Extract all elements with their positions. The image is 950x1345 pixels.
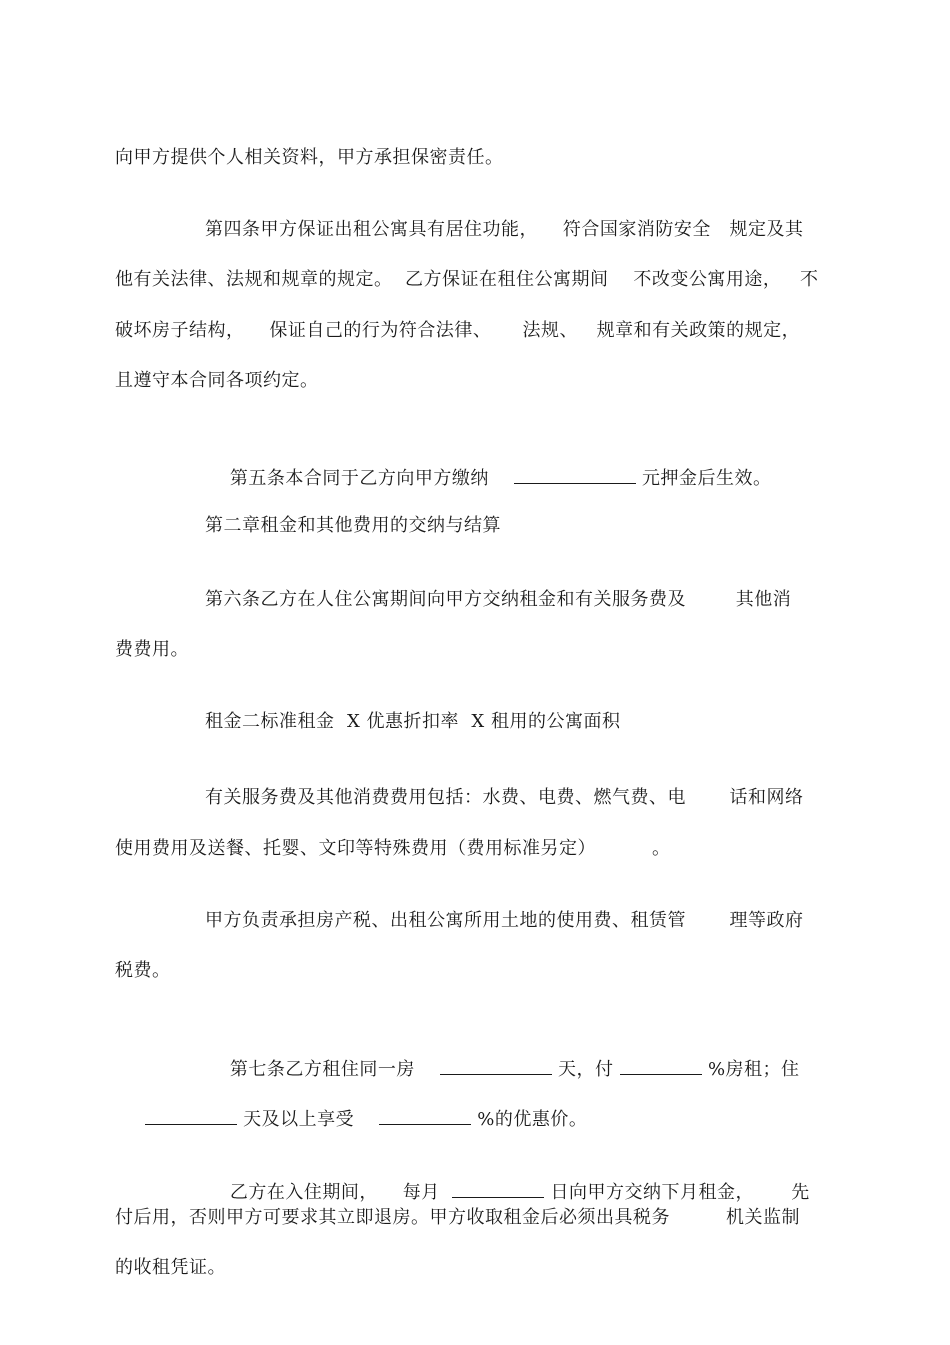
percent-blank (620, 1056, 702, 1075)
days-blank (440, 1056, 552, 1075)
day-blank (452, 1179, 544, 1198)
chapter-2-heading: 第二章租金和其他费用的交纳与结算 (205, 515, 501, 536)
article-6-line: 第六条乙方在人住公寓期间向甲方交纳租金和有关服务费及 其他消 (205, 589, 792, 610)
discount-line (120, 1082, 587, 1156)
percent-blank (379, 1106, 471, 1125)
text-line: 的收租凭证。 (115, 1257, 226, 1278)
text-segment: 元押金后生效。 (635, 468, 772, 489)
text-line: 且遵守本合同各项约定。 (115, 370, 319, 391)
text-line: 向甲方提供个人相关资料，甲方承担保密责任。 (115, 147, 504, 168)
deposit-blank (514, 465, 636, 484)
article-5-line (205, 441, 772, 515)
text-segment: 天及以上享受 (236, 1109, 379, 1130)
text-line: 破坏房子结构， 保证自己的行为符合法律、 法规、 规章和有关政策的规定， (115, 320, 801, 341)
text-line: 税费。 (115, 960, 171, 981)
days-blank (145, 1106, 237, 1125)
text-line: 他有关法律、法规和规章的规定。 乙方保证在租住公寓期间 不改变公寓用途， 不 (115, 269, 819, 290)
text-segment: 天，付 (551, 1059, 620, 1080)
service-fee-line: 有关服务费及其他消费费用包括：水费、电费、燃气费、电 话和网络 (205, 787, 804, 808)
text-line: 付后用，否则甲方可要求其立即退房。甲方收取租金后必须出具税务 机关监制 (115, 1207, 800, 1228)
text-segment: %房租；住 (701, 1059, 800, 1080)
text-segment: %的优惠价。 (471, 1109, 588, 1130)
text-line: 费费用。 (115, 639, 189, 660)
text-segment: 第七条乙方租住同一房 (229, 1059, 440, 1080)
rent-formula: 租金二标准租金 X 优惠折扣率 X 租用的公寓面积 (205, 711, 621, 732)
tax-line: 甲方负责承担房产税、出租公寓所用土地的使用费、租赁管 理等政府 (205, 910, 804, 931)
text-segment: 日向甲方交纳下月租金， 先 (544, 1182, 810, 1203)
article-4-line: 第四条甲方保证出租公寓具有居住功能， 符合国家消防安全 规定及其 (205, 219, 804, 240)
text-segment: 第五条本合同于乙方向甲方缴纳 (229, 468, 514, 489)
text-line: 使用费用及送餐、托婴、文印等特殊费用（费用标准另定） 。 (115, 838, 671, 859)
text-segment: 乙方在入住期间， 每月 (229, 1182, 453, 1203)
